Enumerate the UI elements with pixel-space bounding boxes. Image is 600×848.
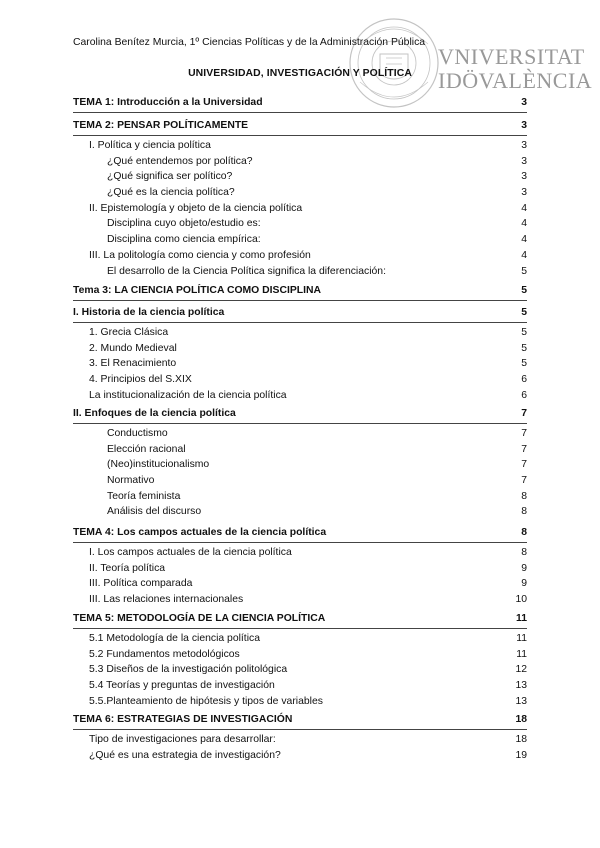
- toc-section-title: TEMA 2: PENSAR POLÍTICAMENTE: [73, 120, 249, 131]
- toc-entry[interactable]: [73, 169, 527, 185]
- toc-section-heading[interactable]: [73, 714, 527, 730]
- toc-section: [73, 120, 527, 279]
- toc-entry[interactable]: [73, 341, 527, 357]
- toc-entry-page: 4: [521, 249, 527, 261]
- toc-entry-page: 19: [515, 749, 527, 761]
- toc-entry-text: Análisis del discurso: [107, 506, 202, 518]
- toc-entry-page: 5: [521, 265, 527, 277]
- toc-section-page: 7: [521, 408, 527, 419]
- toc-entry-text: ¿Qué significa ser político?: [107, 171, 233, 183]
- toc-entry-page: 11: [516, 648, 527, 660]
- svg-text:IDÖVALÈNCIA: IDÖVALÈNCIA: [438, 68, 593, 93]
- toc-entry[interactable]: [73, 356, 527, 372]
- toc-entry-page: 3: [521, 171, 527, 183]
- toc-entry-text: 3. El Renacimiento: [89, 358, 177, 370]
- toc-entry-page: 7: [521, 428, 527, 439]
- toc-entry[interactable]: [73, 592, 527, 608]
- toc-entry-text: ¿Qué entendemos por política?: [107, 155, 253, 167]
- toc-entry[interactable]: [73, 748, 527, 764]
- toc-entry[interactable]: [73, 154, 527, 170]
- toc-entry[interactable]: [73, 489, 527, 505]
- toc-entry[interactable]: [73, 473, 527, 489]
- toc-entry-text: 4. Principios del S.XIX: [89, 374, 192, 386]
- toc-section-title: I. Historia de la ciencia política: [73, 307, 225, 318]
- toc-entry[interactable]: [73, 732, 527, 748]
- toc-entry-page: 5: [521, 358, 527, 370]
- toc-entry-text: ¿Qué es la ciencia política?: [107, 187, 235, 199]
- toc-section-page: 5: [521, 285, 527, 296]
- toc-entry-text: 5.5.Planteamiento de hipótesis y tipos de variables: [89, 695, 323, 707]
- toc-entry-page: 10: [515, 594, 527, 606]
- toc-entry-page: 12: [515, 664, 527, 676]
- toc-section: [73, 613, 527, 709]
- toc-entry-page: 13: [515, 695, 527, 707]
- toc-entry[interactable]: [73, 216, 527, 232]
- toc-entry[interactable]: [73, 185, 527, 201]
- toc-section-title: Tema 3: LA CIENCIA POLÍTICA COMO DISCIPLINA: [73, 285, 322, 296]
- toc-entry-page: 8: [521, 506, 527, 518]
- toc-entry[interactable]: [73, 232, 527, 248]
- toc-section-title: TEMA 6: ESTRATEGIAS DE INVESTIGACIÓN: [73, 714, 293, 725]
- toc-entry-page: 4: [521, 202, 527, 214]
- toc-entry-text: El desarrollo de la Ciencia Política significa la diferenciación:: [107, 265, 386, 277]
- toc-entry-text: II. Teoría política: [89, 562, 166, 574]
- toc-entry-page: 8: [521, 490, 527, 502]
- toc-entry[interactable]: [73, 561, 527, 577]
- toc-entry-page: 18: [515, 734, 527, 745]
- toc-entry[interactable]: [73, 457, 527, 473]
- toc-section-heading[interactable]: [73, 527, 527, 543]
- toc-entry-text: Tipo de investigaciones para desarrollar:: [89, 734, 276, 745]
- toc-entry-text: Teoría feminista: [107, 490, 181, 502]
- toc-entry-text: 5.3 Diseños de la investigación politológica: [89, 664, 288, 676]
- toc-section: [73, 285, 527, 303]
- toc-entry-text: III. Las relaciones internacionales: [89, 594, 244, 606]
- toc-section-heading[interactable]: [73, 120, 527, 136]
- toc-section: [73, 527, 527, 608]
- toc-entry-page: 9: [521, 578, 527, 590]
- toc-entry-text: 2. Mundo Medieval: [89, 342, 177, 354]
- toc-entry[interactable]: [73, 442, 527, 458]
- toc-entry[interactable]: [73, 662, 527, 678]
- toc-section-page: 18: [515, 714, 527, 725]
- toc-entry-page: 7: [521, 475, 527, 487]
- toc-entry-text: La institucionalización de la ciencia política: [89, 389, 287, 401]
- toc-section-page: 8: [521, 527, 527, 538]
- toc-entry-page: 3: [521, 187, 527, 199]
- toc-entry-text: III. Política comparada: [89, 578, 193, 590]
- toc-entry-page: 8: [521, 547, 527, 558]
- toc-section-title: II. Enfoques de la ciencia política: [73, 408, 236, 419]
- toc-entry-text: ¿Qué es una estrategia de investigación?: [89, 749, 281, 761]
- toc-section-heading[interactable]: [73, 408, 527, 424]
- toc-entry-page: 5: [521, 327, 527, 338]
- toc-section: [73, 714, 527, 763]
- toc-entry-text: Disciplina cuyo objeto/estudio es:: [107, 218, 261, 230]
- toc-entry-page: 4: [521, 234, 527, 246]
- toc-entry[interactable]: [73, 264, 527, 280]
- toc-entry-text: (Neo)institucionalismo: [107, 459, 210, 471]
- toc-entry[interactable]: [73, 138, 527, 154]
- toc-section: [73, 97, 527, 115]
- toc-entry-page: 4: [521, 218, 527, 230]
- toc-entry-text: Normativo: [107, 475, 155, 487]
- toc-entry-text: 1. Grecia Clásica: [89, 327, 169, 338]
- toc-entry-text: II. Epistemología y objeto de la ciencia política: [89, 202, 303, 214]
- toc-section-heading[interactable]: [73, 613, 527, 629]
- toc-entry-page: 3: [521, 140, 527, 151]
- document-title: UNIVERSIDAD, INVESTIGACIÓN Y POLÍTICA: [188, 68, 412, 79]
- toc-entry-page: 7: [521, 443, 527, 455]
- toc-section-page: 3: [521, 97, 527, 108]
- toc-entry-text: 5.1 Metodología de la ciencia política: [89, 633, 260, 644]
- toc-section-title: TEMA 4: Los campos actuales de la ciencia política: [73, 527, 327, 538]
- toc-entry[interactable]: [73, 325, 527, 341]
- toc-entry-page: 3: [521, 155, 527, 167]
- header-author-line: Carolina Benítez Murcia, 1º Ciencias Políticas y de la Administración Pública: [73, 37, 426, 48]
- toc-entry[interactable]: [73, 201, 527, 217]
- toc-entry-text: Elección racional: [107, 443, 186, 455]
- toc-section-page: 3: [521, 120, 527, 131]
- toc-section: [73, 408, 527, 520]
- toc-section-page: 11: [516, 613, 527, 624]
- toc-section: [73, 307, 527, 403]
- toc-entry-text: Disciplina como ciencia empírica:: [107, 234, 261, 246]
- toc-entry[interactable]: [73, 678, 527, 694]
- toc-entry[interactable]: [73, 576, 527, 592]
- svg-text:VNIVERSITAT: VNIVERSITAT: [438, 44, 585, 69]
- toc-entry[interactable]: [73, 372, 527, 388]
- toc-entry-text: 5.4 Teorías y preguntas de investigación: [89, 680, 275, 692]
- toc-section-heading[interactable]: [73, 285, 527, 301]
- toc-entry[interactable]: [73, 426, 527, 442]
- toc-section-heading[interactable]: [73, 97, 527, 113]
- toc-entry-page: 13: [515, 680, 527, 692]
- toc-section-heading[interactable]: [73, 307, 527, 323]
- toc-section-page: 5: [521, 307, 527, 318]
- toc-entry[interactable]: [73, 631, 527, 647]
- toc-entry-page: 7: [521, 459, 527, 471]
- toc-section-title: TEMA 5: METODOLOGÍA DE LA CIENCIA POLÍTICA: [73, 613, 326, 624]
- toc-entry[interactable]: [73, 694, 527, 710]
- toc-entry[interactable]: [73, 388, 527, 404]
- toc-entry[interactable]: [73, 504, 527, 520]
- toc-entry-page: 6: [521, 374, 527, 386]
- toc-entry-text: I. Los campos actuales de la ciencia política: [89, 547, 292, 558]
- toc-section-title: TEMA 1: Introducción a la Universidad: [73, 97, 263, 108]
- toc-entry-page: 9: [521, 562, 527, 574]
- toc-entry-text: 5.2 Fundamentos metodológicos: [89, 648, 240, 660]
- toc-entry[interactable]: [73, 647, 527, 663]
- toc-entry[interactable]: [73, 545, 527, 561]
- toc-entry-text: I. Política y ciencia política: [89, 140, 211, 151]
- toc-entry-text: III. La politología como ciencia y como profesión: [89, 249, 311, 261]
- toc-entry-text: Conductismo: [107, 428, 168, 439]
- toc-entry-page: 5: [521, 342, 527, 354]
- toc-entry-page: 11: [516, 633, 527, 644]
- toc-entry[interactable]: [73, 248, 527, 264]
- toc-entry-page: 6: [521, 389, 527, 401]
